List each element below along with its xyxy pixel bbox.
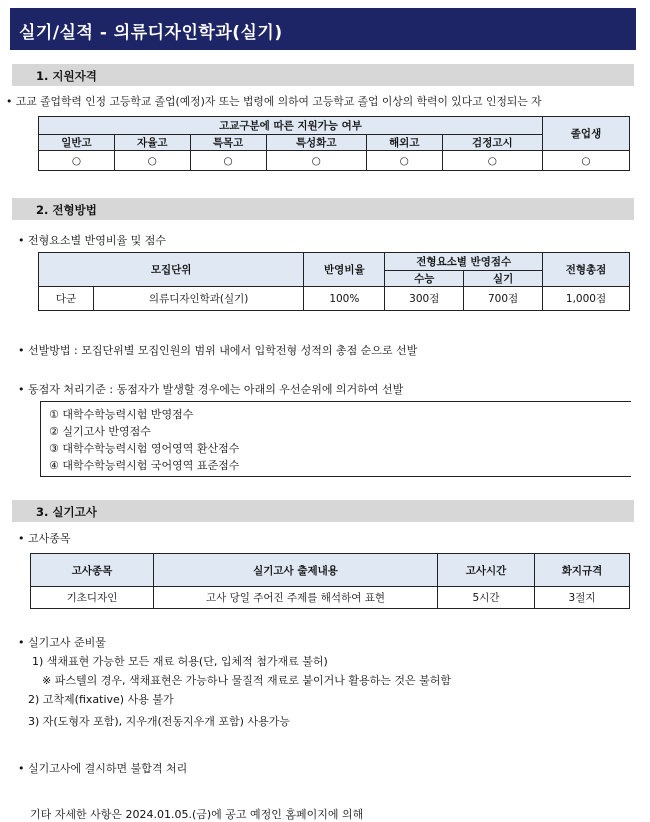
tie-priority-box [40,401,631,477]
cell-dept: 의류디자인학과(실기) [94,287,304,311]
prep-note: ※ 파스텔의 경우, 색채표현은 가능하나 물질적 재료로 붙이거나 활용하는 것은 불허함 [42,674,451,687]
cell-suneung: 300점 [385,287,464,311]
col-specialized-high: 특성화고 [266,135,366,151]
header-total: 전형총점 [543,253,630,287]
graduate-header: 졸업생 [543,117,630,151]
absence-rule: • 실기고사에 결시하면 불합격 처리 [18,762,188,775]
cell-practical: 700점 [464,287,543,311]
header-content: 실기고사 출제내용 [154,554,438,587]
mark-special-purpose-high: ○ [190,151,266,171]
mark-graduate: ○ [543,151,630,171]
prep-item: 1) 색채표현 가능한 모든 재료 허용(단, 입체적 첨가재료 불허) [32,655,328,668]
score-table [38,252,630,311]
tie-item: ② 실기고사 반영점수 [49,425,151,438]
cell-paper: 3절지 [535,587,630,609]
mark-overseas-high: ○ [366,151,442,171]
exam-subject-label: • 고사종목 [18,532,71,545]
header-practical: 실기 [464,271,543,287]
tie-item: ① 대학수학능력시험 반영점수 [49,408,194,421]
cell-ratio: 100% [304,287,385,311]
cell-time: 5시간 [438,587,535,609]
mark-autonomous-high: ○ [114,151,190,171]
section-heading-text: 1. 지원자격 [36,69,97,83]
page-title-bar [10,8,636,50]
selection-method: • 선발방법 : 모집단위별 모집인원의 범위 내에서 입학전형 성적의 총점 순으로 선발 [18,344,418,357]
header-ratio: 반영비율 [304,253,385,287]
header-unit: 모집단위 [39,253,304,287]
ratio-label: • 전형요소별 반영비율 및 점수 [18,234,166,247]
section-heading-eligibility [12,64,634,86]
cell-content: 고사 당일 주어진 주제를 해석하여 표현 [154,587,438,609]
page-title: 실기/실적 - 의류디자인학과(실기) [19,23,283,43]
cut-off-notice: 기타 자세한 사항은 2024.01.05.(금)에 공고 예정인 홈페이지에 의해 [30,808,364,821]
col-general-high: 일반고 [39,135,115,151]
eligibility-intro: • 고교 졸업학력 인정 고등학교 졸업(예정)자 또는 법령에 의하여 고등학교 졸업 이상의 학력이 있다고 인정되는 자 [6,95,542,108]
header-score-group: 전형요소별 반영점수 [385,253,543,271]
eligibility-group-header: 고교구분에 따른 지원가능 여부 [39,117,543,135]
section-heading-text: 2. 전형방법 [36,203,97,217]
section-heading-practical-exam [12,500,634,522]
header-paper: 화지규격 [535,554,630,587]
section-heading-selection [12,198,634,220]
prep-item: 2) 고착제(fixative) 사용 불가 [28,693,174,706]
section-heading-text: 3. 실기고사 [36,505,97,519]
col-overseas-high: 해외고 [366,135,442,151]
header-subject: 고사종목 [31,554,154,587]
prep-label: • 실기고사 준비물 [18,636,106,649]
tie-item: ④ 대학수학능력시험 국어영역 표준점수 [49,459,240,472]
tie-item: ③ 대학수학능력시험 영어영역 환산점수 [49,442,240,455]
tie-rule: • 동점자 처리기준 : 동점자가 발생할 경우에는 아래의 우선순위에 의거하여 선발 [18,383,404,396]
header-time: 고사시간 [438,554,535,587]
cell-group: 다군 [39,287,94,311]
col-ged: 검정고시 [442,135,542,151]
eligibility-table [38,116,630,171]
mark-ged: ○ [442,151,542,171]
col-special-purpose-high: 특목고 [190,135,266,151]
cell-subject: 기초디자인 [31,587,154,609]
header-suneung: 수능 [385,271,464,287]
cell-total: 1,000점 [543,287,630,311]
mark-specialized-high: ○ [266,151,366,171]
prep-item: 3) 자(도형자 포함), 지우개(전동지우개 포함) 사용가능 [28,715,290,728]
exam-table [30,553,630,609]
col-autonomous-high: 자율고 [114,135,190,151]
mark-general-high: ○ [39,151,115,171]
